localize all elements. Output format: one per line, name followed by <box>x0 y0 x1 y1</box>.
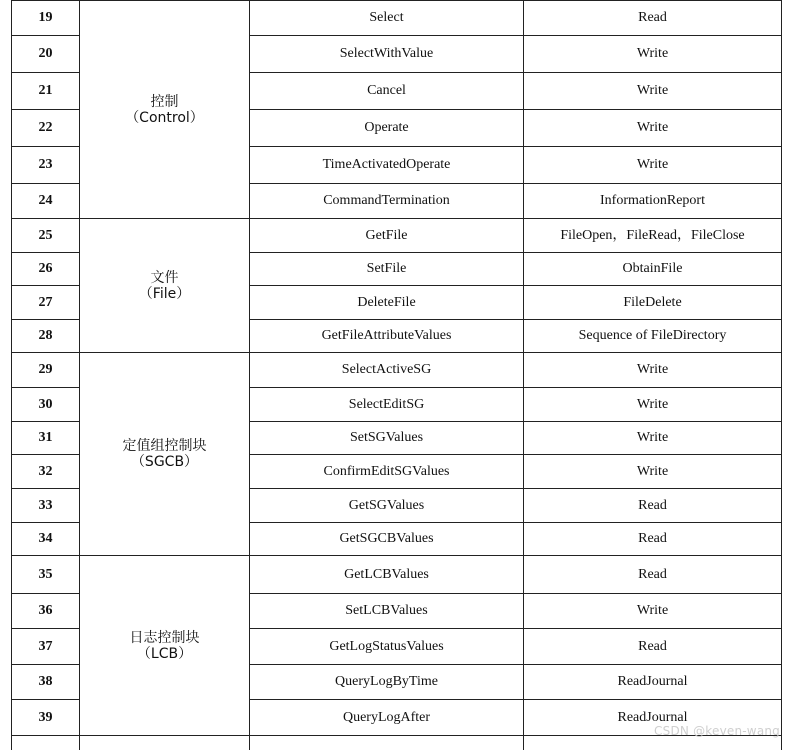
mms-service-type: Read <box>524 629 782 665</box>
mms-service-type: Write <box>524 147 782 184</box>
group-label <box>80 556 250 736</box>
row-number: 34 <box>12 523 80 556</box>
empty-cell <box>80 736 250 750</box>
mms-service-type: Write <box>524 422 782 455</box>
row-number: 37 <box>12 629 80 665</box>
row-number: 27 <box>12 286 80 320</box>
group-name-en: （LCB） <box>136 645 193 662</box>
mms-service-type: Write <box>524 110 782 147</box>
group-label <box>80 353 250 556</box>
row-number: 35 <box>12 556 80 594</box>
row-number: 28 <box>12 320 80 353</box>
row-number: 19 <box>12 1 80 36</box>
empty-cell <box>12 736 80 750</box>
mms-service-type: FileOpen，FileRead，FileClose <box>524 219 782 253</box>
table-row <box>12 219 782 253</box>
mms-service-type: Write <box>524 594 782 629</box>
table-body <box>12 1 782 750</box>
service-name: TimeActivatedOperate <box>250 147 524 184</box>
mms-service-type: Read <box>524 523 782 556</box>
service-name: CommandTermination <box>250 184 524 219</box>
mms-service-type: ObtainFile <box>524 253 782 286</box>
group-name-en: （File） <box>138 285 191 302</box>
service-name: SetLCBValues <box>250 594 524 629</box>
mms-service-type: Write <box>524 455 782 489</box>
service-name: SelectWithValue <box>250 36 524 73</box>
service-name: SetSGValues <box>250 422 524 455</box>
row-number: 22 <box>12 110 80 147</box>
row-number: 23 <box>12 147 80 184</box>
row-number: 33 <box>12 489 80 523</box>
mms-service-type: ReadJournal <box>524 665 782 700</box>
mms-service-type: Read <box>524 489 782 523</box>
service-mapping-table <box>11 0 782 750</box>
group-name-en: （SGCB） <box>130 454 199 470</box>
row-number: 36 <box>12 594 80 629</box>
group-name-cn: 文件 <box>150 269 179 286</box>
service-name: GetFile <box>250 219 524 253</box>
service-name: SelectEditSG <box>250 388 524 422</box>
group-name-cn: 日志控制块 <box>129 629 200 646</box>
row-number: 31 <box>12 422 80 455</box>
service-name: GetSGCBValues <box>250 523 524 556</box>
table-row <box>12 1 782 36</box>
service-name: Select <box>250 1 524 36</box>
mms-service-type: Sequence of FileDirectory <box>524 320 782 353</box>
row-number: 25 <box>12 219 80 253</box>
mms-service-type: Read <box>524 556 782 594</box>
service-name: Operate <box>250 110 524 147</box>
watermark: CSDN @keven-wang <box>654 724 780 738</box>
mms-service-type: Read <box>524 1 782 36</box>
service-name: GetLogStatusValues <box>250 629 524 665</box>
row-number: 32 <box>12 455 80 489</box>
table-row <box>12 556 782 594</box>
group-label <box>80 1 250 219</box>
table-row <box>12 353 782 388</box>
row-number: 30 <box>12 388 80 422</box>
row-number: 29 <box>12 353 80 388</box>
mms-service-type: FileDelete <box>524 286 782 320</box>
row-number: 26 <box>12 253 80 286</box>
service-name: GetSGValues <box>250 489 524 523</box>
service-name: GetLCBValues <box>250 556 524 594</box>
mms-service-type: InformationReport <box>524 184 782 219</box>
group-name-cn: 控制 <box>150 93 179 110</box>
mms-service-type: Write <box>524 388 782 422</box>
mms-service-type: ReadJournal <box>524 700 782 736</box>
group-name-en: （Control） <box>125 109 204 126</box>
row-number: 39 <box>12 700 80 736</box>
row-number: 24 <box>12 184 80 219</box>
service-name: Cancel <box>250 73 524 110</box>
group-label <box>80 219 250 353</box>
mms-service-type: Write <box>524 353 782 388</box>
group-name-cn: 定值组控制块 <box>122 438 207 454</box>
service-name: GetFileAttributeValues <box>250 320 524 353</box>
service-name: QueryLogAfter <box>250 700 524 736</box>
service-name: ConfirmEditSGValues <box>250 455 524 489</box>
row-number: 21 <box>12 73 80 110</box>
service-name: SelectActiveSG <box>250 353 524 388</box>
service-name: SetFile <box>250 253 524 286</box>
row-number: 20 <box>12 36 80 73</box>
service-name: QueryLogByTime <box>250 665 524 700</box>
empty-cell <box>250 736 524 750</box>
mms-service-type: Write <box>524 73 782 110</box>
mms-service-type: Write <box>524 36 782 73</box>
service-name: DeleteFile <box>250 286 524 320</box>
row-number: 38 <box>12 665 80 700</box>
